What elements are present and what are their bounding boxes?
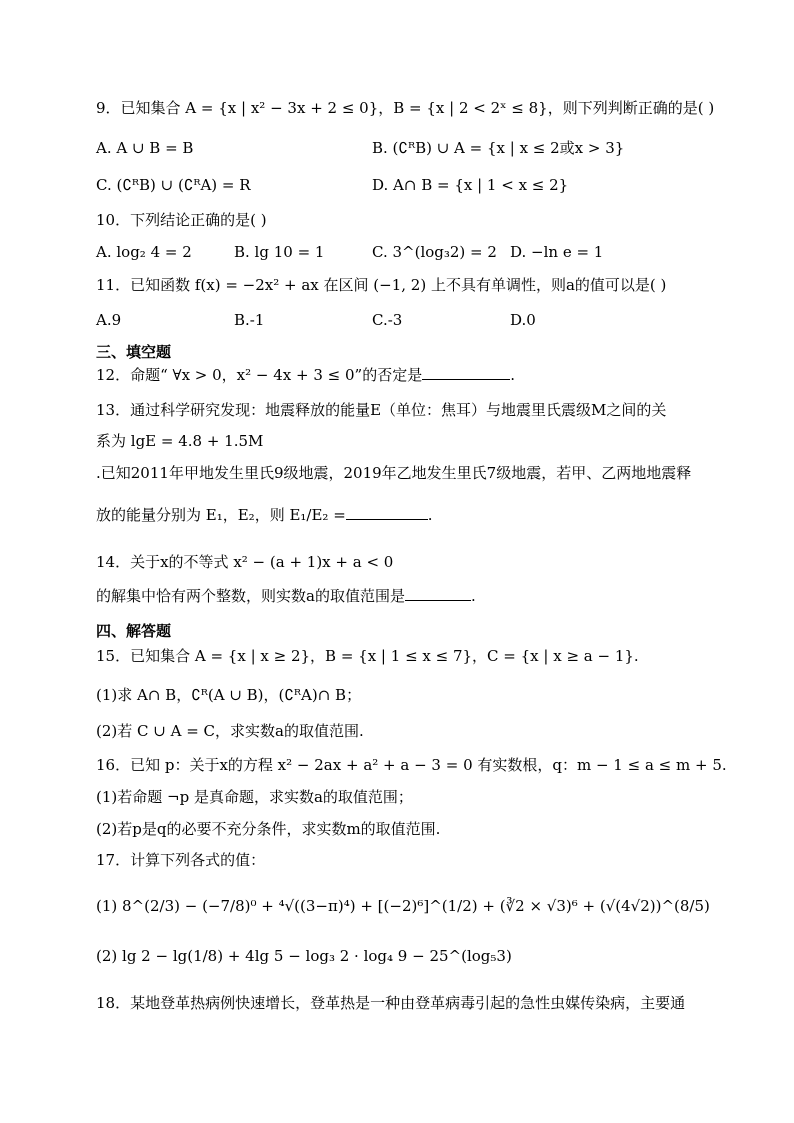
q11-option-a: A.9	[96, 311, 122, 329]
q15-line-1: 15．已知集合 A = {x | x ≥ 2}，B = {x | 1 ≤ x ≤ 7}，C = {x | x ≥ a − 1}.	[96, 647, 639, 665]
q10-option-d: D. −ln e = 1	[510, 243, 604, 261]
q16-line-2: (1)若命题 ¬p 是真命题，求实数a的取值范围；	[96, 788, 413, 806]
q10-option-b: B. lg 10 = 1	[234, 243, 325, 261]
q10-option-c: C. 3^(log₃2) = 2	[372, 243, 497, 261]
q9-option-b: B. (∁ᴿB) ∪ A = {x | x ≤ 2或x > 3}	[372, 139, 625, 157]
q14-answer-blank[interactable]	[405, 586, 471, 601]
q12-period: .	[510, 366, 516, 384]
q9-option-d: D. A∩ B = {x | 1 < x ≤ 2}	[372, 176, 569, 194]
q14-line-2	[96, 586, 476, 606]
q11-option-b: B.-1	[234, 311, 265, 329]
q14-line-1: 14．关于x的不等式 x² − (a + 1)x + a < 0	[96, 553, 394, 571]
q17-expression-1: (1) 8^(2/3) − (−7/8)⁰ + ⁴√((3−π)⁴) + [(−2)⁶]^(1/2) + (∛2 × √3)⁶ + (√(4√2))^(8/5)	[96, 897, 710, 915]
q12-text: 12．命题“ ∀x > 0，x² − 4x + 3 ≤ 0”的否定是	[96, 366, 423, 384]
section-fill-blank-heading: 三、填空题	[96, 343, 172, 361]
q14-period: .	[470, 587, 476, 605]
q9-option-c: C. (∁ᴿB) ∪ (∁ᴿA) = R	[96, 176, 251, 194]
q15-line-2: (1)求 A∩ B，∁ᴿ(A ∪ B)，(∁ᴿA)∩ B；	[96, 686, 362, 704]
section-answer-heading: 四、解答题	[96, 622, 172, 640]
q13-line-3: .已知2011年甲地发生里氏9级地震，2019年乙地发生里氏7级地震，若甲、乙两地地震释	[96, 464, 692, 482]
q11-option-c: C.-3	[372, 311, 403, 329]
q13-text: 放的能量分别为 E₁，E₂，则 E₁/E₂ =	[96, 506, 346, 524]
q10-option-a: A. log₂ 4 = 2	[96, 243, 192, 261]
q17-line-1: 17．计算下列各式的值：	[96, 851, 266, 869]
q13-line-1: 13．通过科学研究发现：地震释放的能量E（单位：焦耳）与地震里氏震级M之间的关	[96, 401, 667, 419]
q18-line-1: 18．某地登革热病例快速增长，登革热是一种由登革病毒引起的急性虫媒传染病，主要通	[96, 994, 686, 1012]
q13-period: .	[427, 506, 433, 524]
q16-line-3: (2)若p是q的必要不充分条件，求实数m的取值范围.	[96, 820, 441, 838]
q17-expression-2: (2) lg 2 − lg(1/8) + 4lg 5 − log₃ 2 · log₄ 9 − 25^(log₅3)	[96, 947, 512, 965]
q9-option-a: A. A ∪ B = B	[96, 139, 194, 157]
q12-line	[96, 365, 515, 385]
q13-line-2: 系为 lgE = 4.8 + 1.5M	[96, 432, 264, 450]
q16-line-1: 16．已知 p：关于x的方程 x² − 2ax + a² + a − 3 = 0 有实数根，q：m − 1 ≤ a ≤ m + 5.	[96, 756, 727, 774]
q11-option-d: D.0	[510, 311, 536, 329]
q14-text: 的解集中恰有两个整数，则实数a的取值范围是	[96, 587, 405, 605]
q11-stem: 11．已知函数 f(x) = −2x² + ax 在区间 (−1, 2) 上不具有单调性，则a的值可以是( )	[96, 276, 667, 294]
q12-answer-blank[interactable]	[422, 365, 510, 380]
q9-stem: 9．已知集合 A = {x | x² − 3x + 2 ≤ 0}，B = {x | 2 < 2ˣ ≤ 8}，则下列判断正确的是( )	[96, 99, 715, 117]
q15-line-3: (2)若 C ∪ A = C，求实数a的取值范围.	[96, 722, 364, 740]
q13-answer-blank[interactable]	[346, 505, 428, 520]
q10-stem: 10．下列结论正确的是( )	[96, 211, 267, 229]
q13-line-4	[96, 505, 433, 525]
